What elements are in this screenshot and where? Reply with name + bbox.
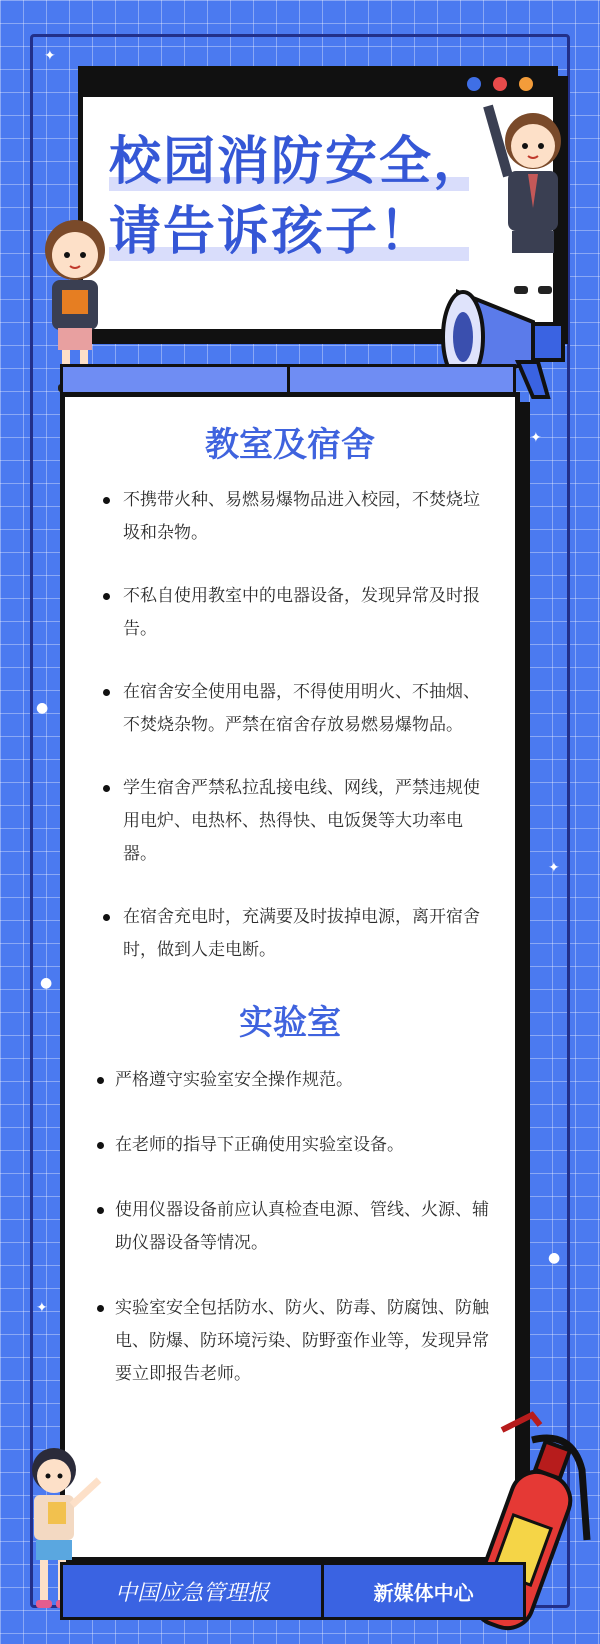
page-title	[109, 127, 549, 267]
section-title-dorm: 教室及宿舍	[205, 425, 375, 465]
dorm-rules-list	[65, 484, 515, 967]
lab-rules-list	[65, 1064, 515, 1391]
list-item: 实验室安全包括防水、防火、防毒、防腐蚀、防触电、防爆、防环境污染、防野蛮作业等，发现异常要立即报告老师。	[65, 1292, 515, 1391]
list-item: 学生宿舍严禁私拉乱接电线、网线，严禁违规使用电炉、电热杯、热得快、电饭煲等大功率电器。	[65, 772, 515, 871]
window-dot-icon	[493, 77, 507, 91]
list-item: 严格遵守实验室安全操作规范。	[65, 1064, 515, 1097]
sparkle-icon: ●	[36, 700, 49, 716]
sparkle-icon: ✦	[36, 1300, 48, 1316]
sparkle-icon: ✦	[548, 860, 560, 876]
list-item: 在老师的指导下正确使用实验室设备。	[65, 1129, 515, 1162]
content-card	[60, 392, 520, 1562]
tab-block	[63, 367, 290, 393]
sparkle-icon: ✦	[44, 48, 56, 64]
tab-block	[290, 367, 514, 393]
footer-bar	[60, 1562, 526, 1620]
list-item: 不私自使用教室中的电器设备，发现异常及时报告。	[65, 580, 515, 646]
title-line-1: 校园消防安全，	[109, 132, 488, 192]
window-dot-icon	[467, 77, 481, 91]
window-controls	[467, 77, 533, 91]
title-bar	[83, 71, 553, 97]
list-item: 使用仪器设备前应认真检查电源、管线、火源、辅助仪器设备等情况。	[65, 1194, 515, 1260]
list-item: 在宿舍充电时，充满要及时拔掉电源，离开宿舍时，做到人走电断。	[65, 901, 515, 967]
section-title-lab: 实验室	[239, 1003, 341, 1043]
list-item: 不携带火种、易燃易爆物品进入校园，不焚烧垃圾和杂物。	[65, 484, 515, 550]
window-dot-icon	[519, 77, 533, 91]
sparkle-icon: ✦	[530, 430, 542, 446]
title-line-2: 请告诉孩子！	[109, 202, 434, 262]
list-item: 在宿舍安全使用电器，不得使用明火、不抽烟、不焚烧杂物。严禁在宿舍存放易燃易爆物品。	[65, 676, 515, 742]
footer-center-label: 新媒体中心	[373, 1580, 474, 1605]
sparkle-icon: ●	[40, 975, 53, 991]
footer-logo: 中国应急管理报	[63, 1565, 324, 1617]
sparkle-icon: ●	[548, 1250, 561, 1266]
